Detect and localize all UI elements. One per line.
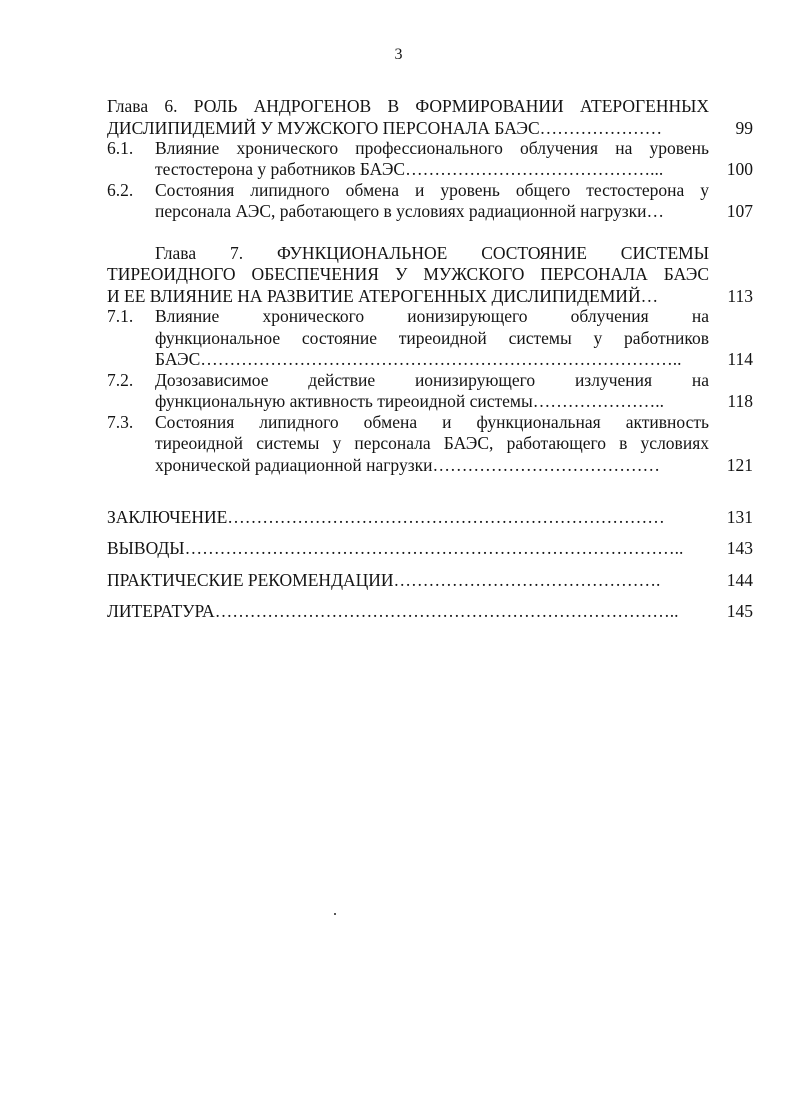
section-title-line-3: хронической радиационной нагрузки………………………………… <box>155 455 660 475</box>
chapter-6-title-line-1: Глава 6. РОЛЬ АНДРОГЕНОВ В ФОРМИРОВАНИИ АТЕРОГЕННЫХ <box>107 96 709 116</box>
chapter-7-title-line-1: Глава 7. ФУНКЦИОНАЛЬНОЕ СОСТОЯНИЕ СИСТЕМЫ <box>155 243 709 263</box>
section-title-line-1: Влияние хронического ионизирующего облучения на <box>155 306 709 326</box>
section-title-line-2: функциональное состояние тиреоидной системы у работников <box>155 328 709 348</box>
section-page: 118 <box>727 391 753 411</box>
toc-item-label: ЛИТЕРАТУРА…………………………………………………………………….. <box>107 601 679 621</box>
toc-item-page: 143 <box>726 538 753 558</box>
section-title-line-3: БАЭС……………………………………………………………………….. <box>155 349 682 369</box>
section-number: 7.2. <box>107 370 134 390</box>
toc-item-label: ПРАКТИЧЕСКИЕ РЕКОМЕНДАЦИИ………………………………………. <box>107 570 661 590</box>
section-page: 114 <box>727 349 753 369</box>
chapter-7-title-line-2: ТИРЕОИДНОГО ОБЕСПЕЧЕНИЯ У МУЖСКОГО ПЕРСОНАЛА БАЭС <box>107 264 709 284</box>
toc-item-page: 144 <box>726 570 753 590</box>
section-title-line-2: тестостерона у работников БАЭС……………………………………... <box>155 159 664 179</box>
section-page: 107 <box>726 201 753 221</box>
section-page: 100 <box>726 159 753 179</box>
section-title-line-1: Состояния липидного обмена и уровень общего тестостерона у <box>155 180 709 200</box>
chapter-7-title-line-3: И ЕЕ ВЛИЯНИЕ НА РАЗВИТИЕ АТЕРОГЕННЫХ ДИСЛИПИДЕМИЙ… <box>107 286 659 306</box>
section-page: 121 <box>726 455 753 475</box>
section-title-line-2: персонала АЭС, работающего в условиях радиационной нагрузки… <box>155 201 665 221</box>
scan-speck <box>334 913 336 915</box>
chapter-6-title-line-2: ДИСЛИПИДЕМИЙ У МУЖСКОГО ПЕРСОНАЛА БАЭС………………… <box>107 118 663 138</box>
toc-item-page: 131 <box>726 507 753 527</box>
section-number: 7.1. <box>107 306 134 326</box>
chapter-7-page: 113 <box>727 286 753 306</box>
section-title-line-2: функциональную активность тиреоидной системы………………….. <box>155 391 665 411</box>
page-number: 3 <box>394 46 403 63</box>
section-title-line-1: Состояния липидного обмена и функциональная активность <box>155 412 709 432</box>
section-title-line-1: Влияние хронического профессионального облучения на уровень <box>155 138 709 158</box>
chapter-6-page: 99 <box>735 118 753 138</box>
section-title-line-2: тиреоидной системы у персонала БАЭС, работающего в условиях <box>155 433 709 453</box>
section-number: 7.3. <box>107 412 134 432</box>
section-title-line-1: Дозозависимое действие ионизирующего излучения на <box>155 370 709 390</box>
toc-item-page: 145 <box>726 601 753 621</box>
toc-item-label: ЗАКЛЮЧЕНИЕ………………………………………………………………… <box>107 507 665 527</box>
toc-item-label: ВЫВОДЫ………………………………………………………………………….. <box>107 538 684 558</box>
section-number: 6.2. <box>107 180 134 200</box>
section-number: 6.1. <box>107 138 134 158</box>
